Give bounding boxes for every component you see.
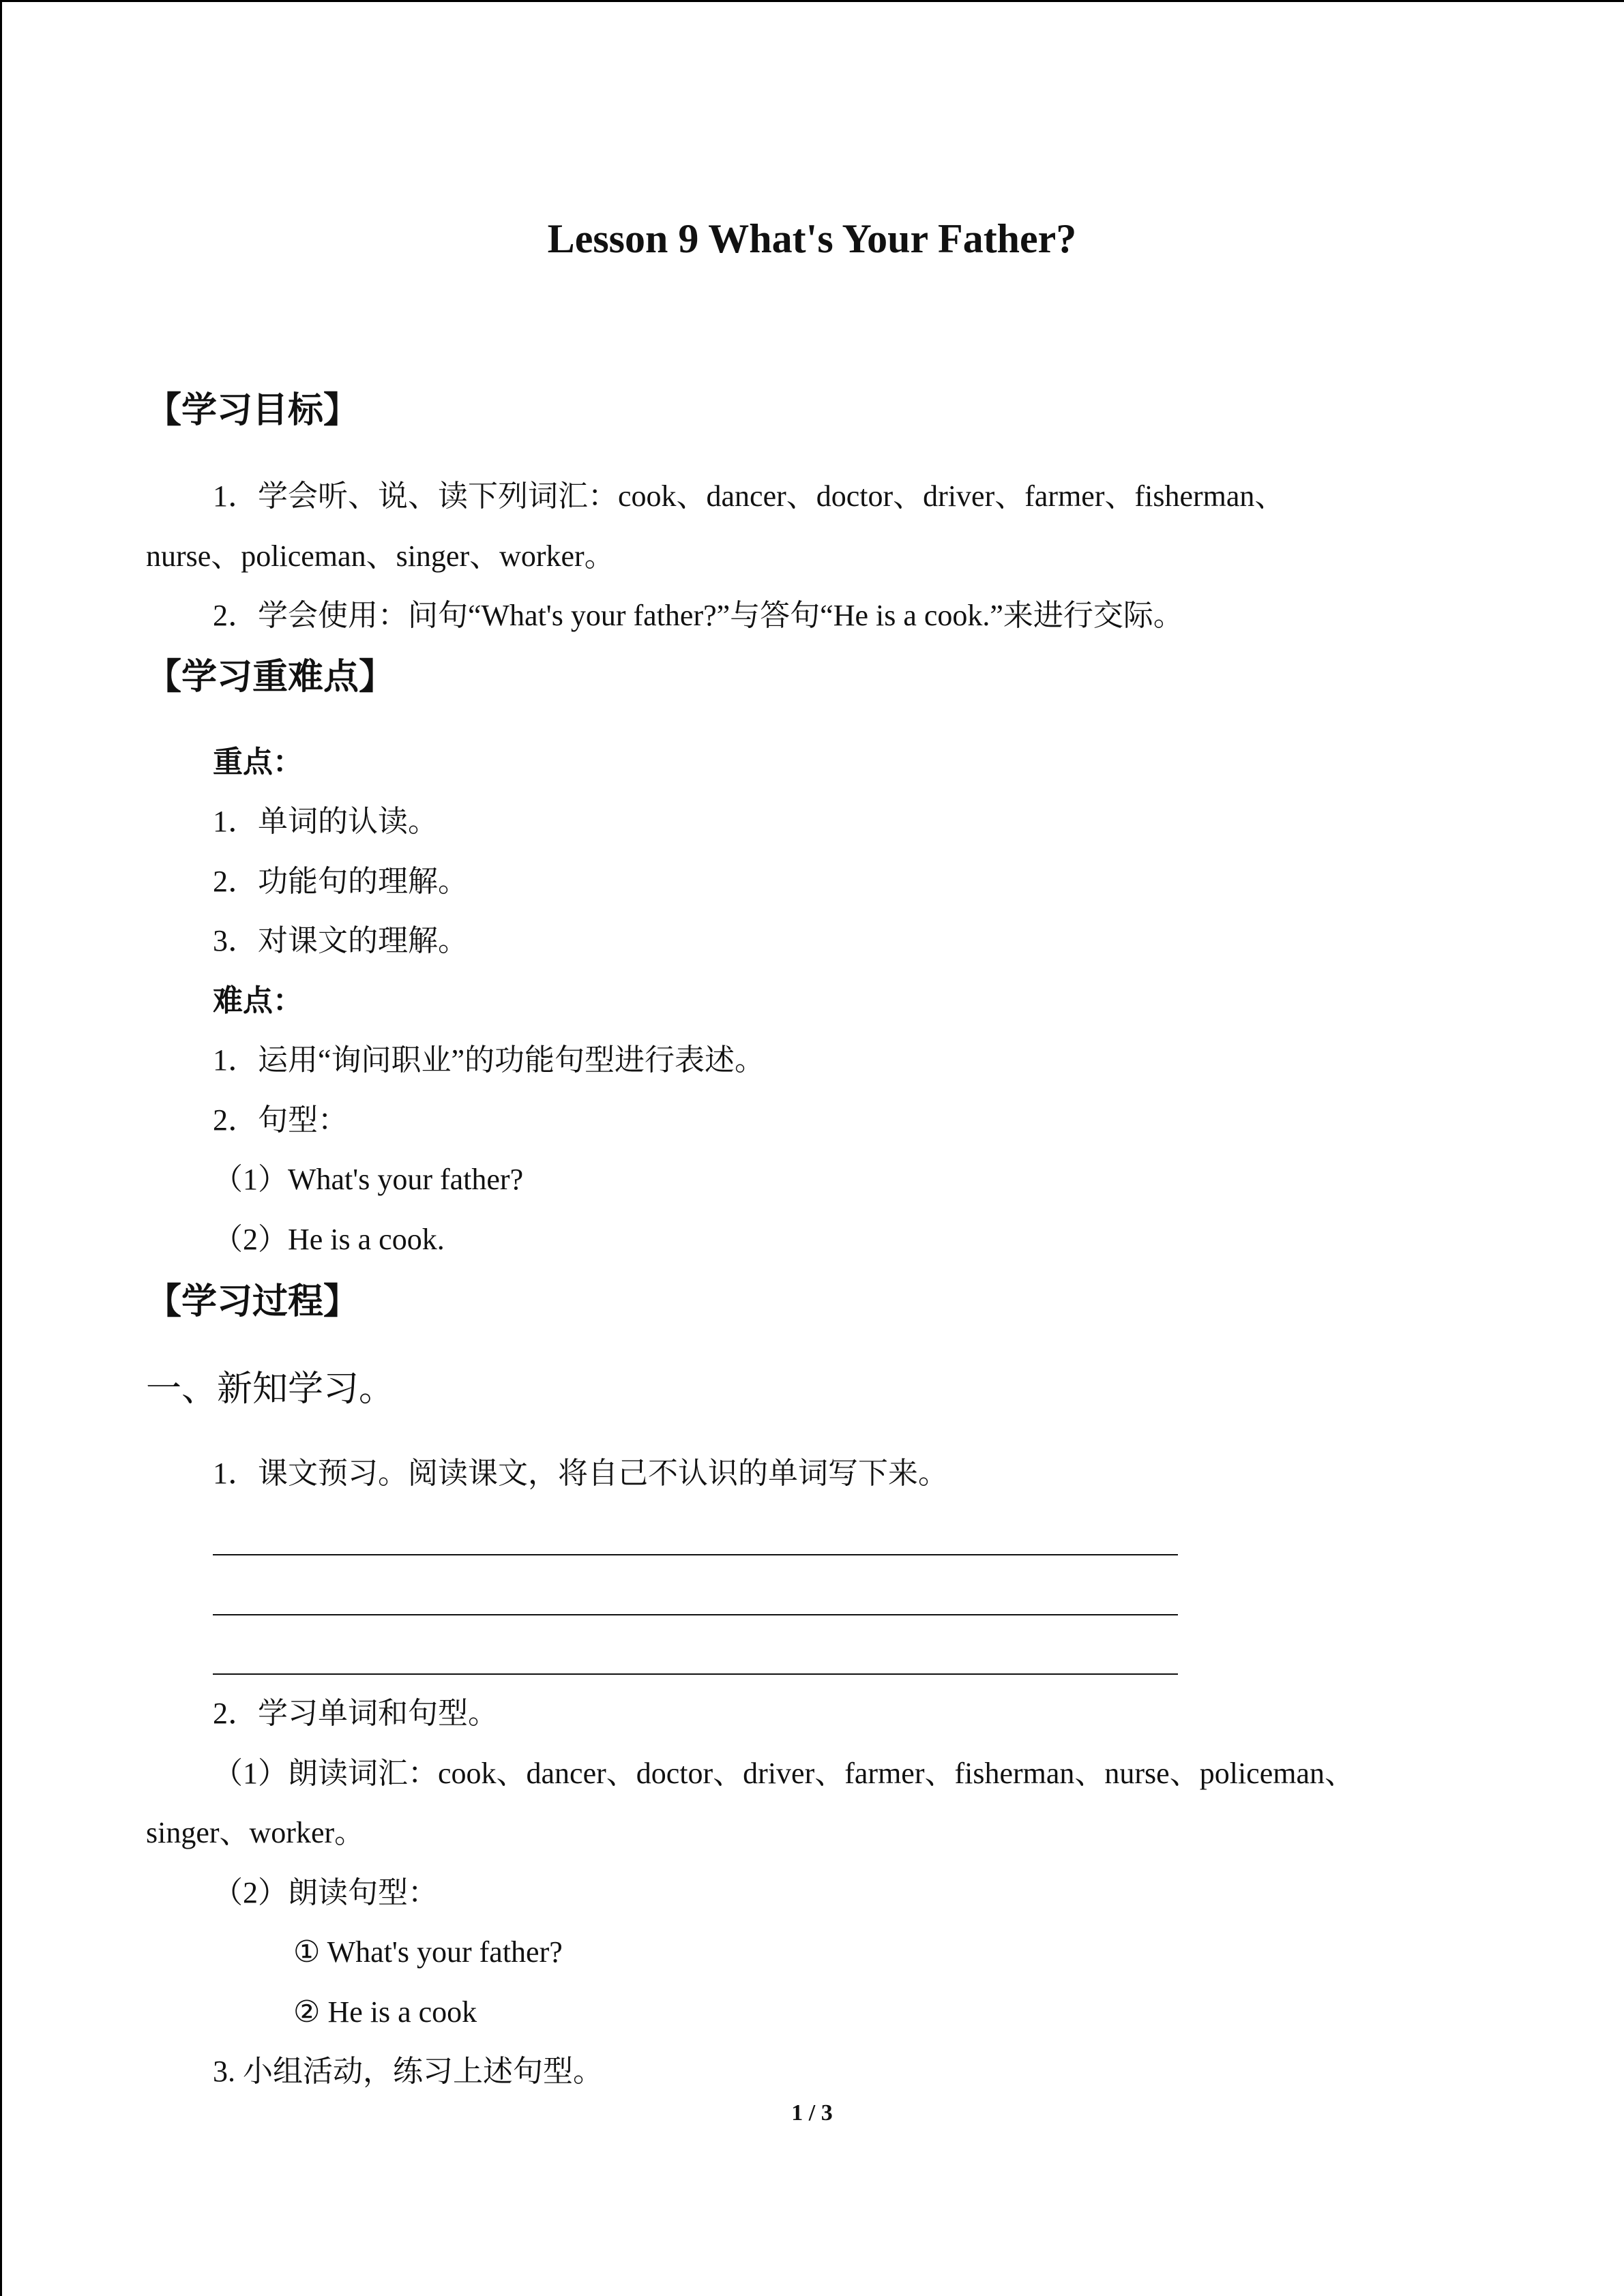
step-1: 1．课文预习。阅读课文，将自己不认识的单词写下来。 (213, 1457, 948, 1490)
section-heading-goals: 【学习目标】 (146, 391, 359, 430)
lesson-title: Lesson 9 What's Your Father? (547, 216, 1077, 261)
difficult-label: 难点： (213, 984, 303, 1017)
pattern-1: （1）What's your father? (213, 1163, 524, 1196)
answer-blank-line-2[interactable] (213, 1614, 1178, 1615)
section-heading-keypoints: 【学习重难点】 (146, 658, 395, 697)
sentence-2: ② He is a cook (293, 1995, 477, 2029)
step-3: 3. 小组活动，练习上述句型。 (213, 2055, 603, 2088)
key-item-1: 1．单词的认读。 (213, 805, 438, 838)
goal-1-line-2: nurse、policeman、singer、worker。 (146, 539, 615, 573)
difficult-item-1: 1．运用“询问职业”的功能句型进行表述。 (213, 1043, 765, 1077)
step-2-1-line-1: （1）朗读词汇：cook、dancer、doctor、driver、farmer、fisherman、nurse、policeman、 (213, 1757, 1355, 1790)
key-label: 重点： (213, 745, 303, 779)
pattern-2: （2）He is a cook. (213, 1223, 445, 1256)
sentence-1: ① What's your father? (293, 1935, 563, 1969)
section-heading-process: 【学习过程】 (146, 1283, 359, 1322)
page-number: 1 / 3 (791, 2100, 833, 2126)
key-item-3: 3．对课文的理解。 (213, 924, 468, 957)
part-1-heading: 一、新知学习。 (146, 1370, 395, 1409)
answer-blank-line-3[interactable] (213, 1673, 1178, 1675)
step-2-2: （2）朗读句型： (213, 1876, 438, 1909)
step-2: 2．学习单词和句型。 (213, 1697, 498, 1730)
difficult-item-2: 2．句型： (213, 1103, 348, 1137)
answer-blank-line-1[interactable] (213, 1554, 1178, 1555)
goal-1-line-1: 1．学会听、说、读下列词汇：cook、dancer、doctor、driver、farmer、fisherman、 (213, 479, 1285, 513)
key-item-2: 2．功能句的理解。 (213, 865, 468, 898)
step-2-1-line-2: singer、worker。 (146, 1816, 365, 1849)
goal-2: 2．学会使用：问句“What's your father?”与答句“He is a cook.”来进行交际。 (213, 599, 1183, 632)
